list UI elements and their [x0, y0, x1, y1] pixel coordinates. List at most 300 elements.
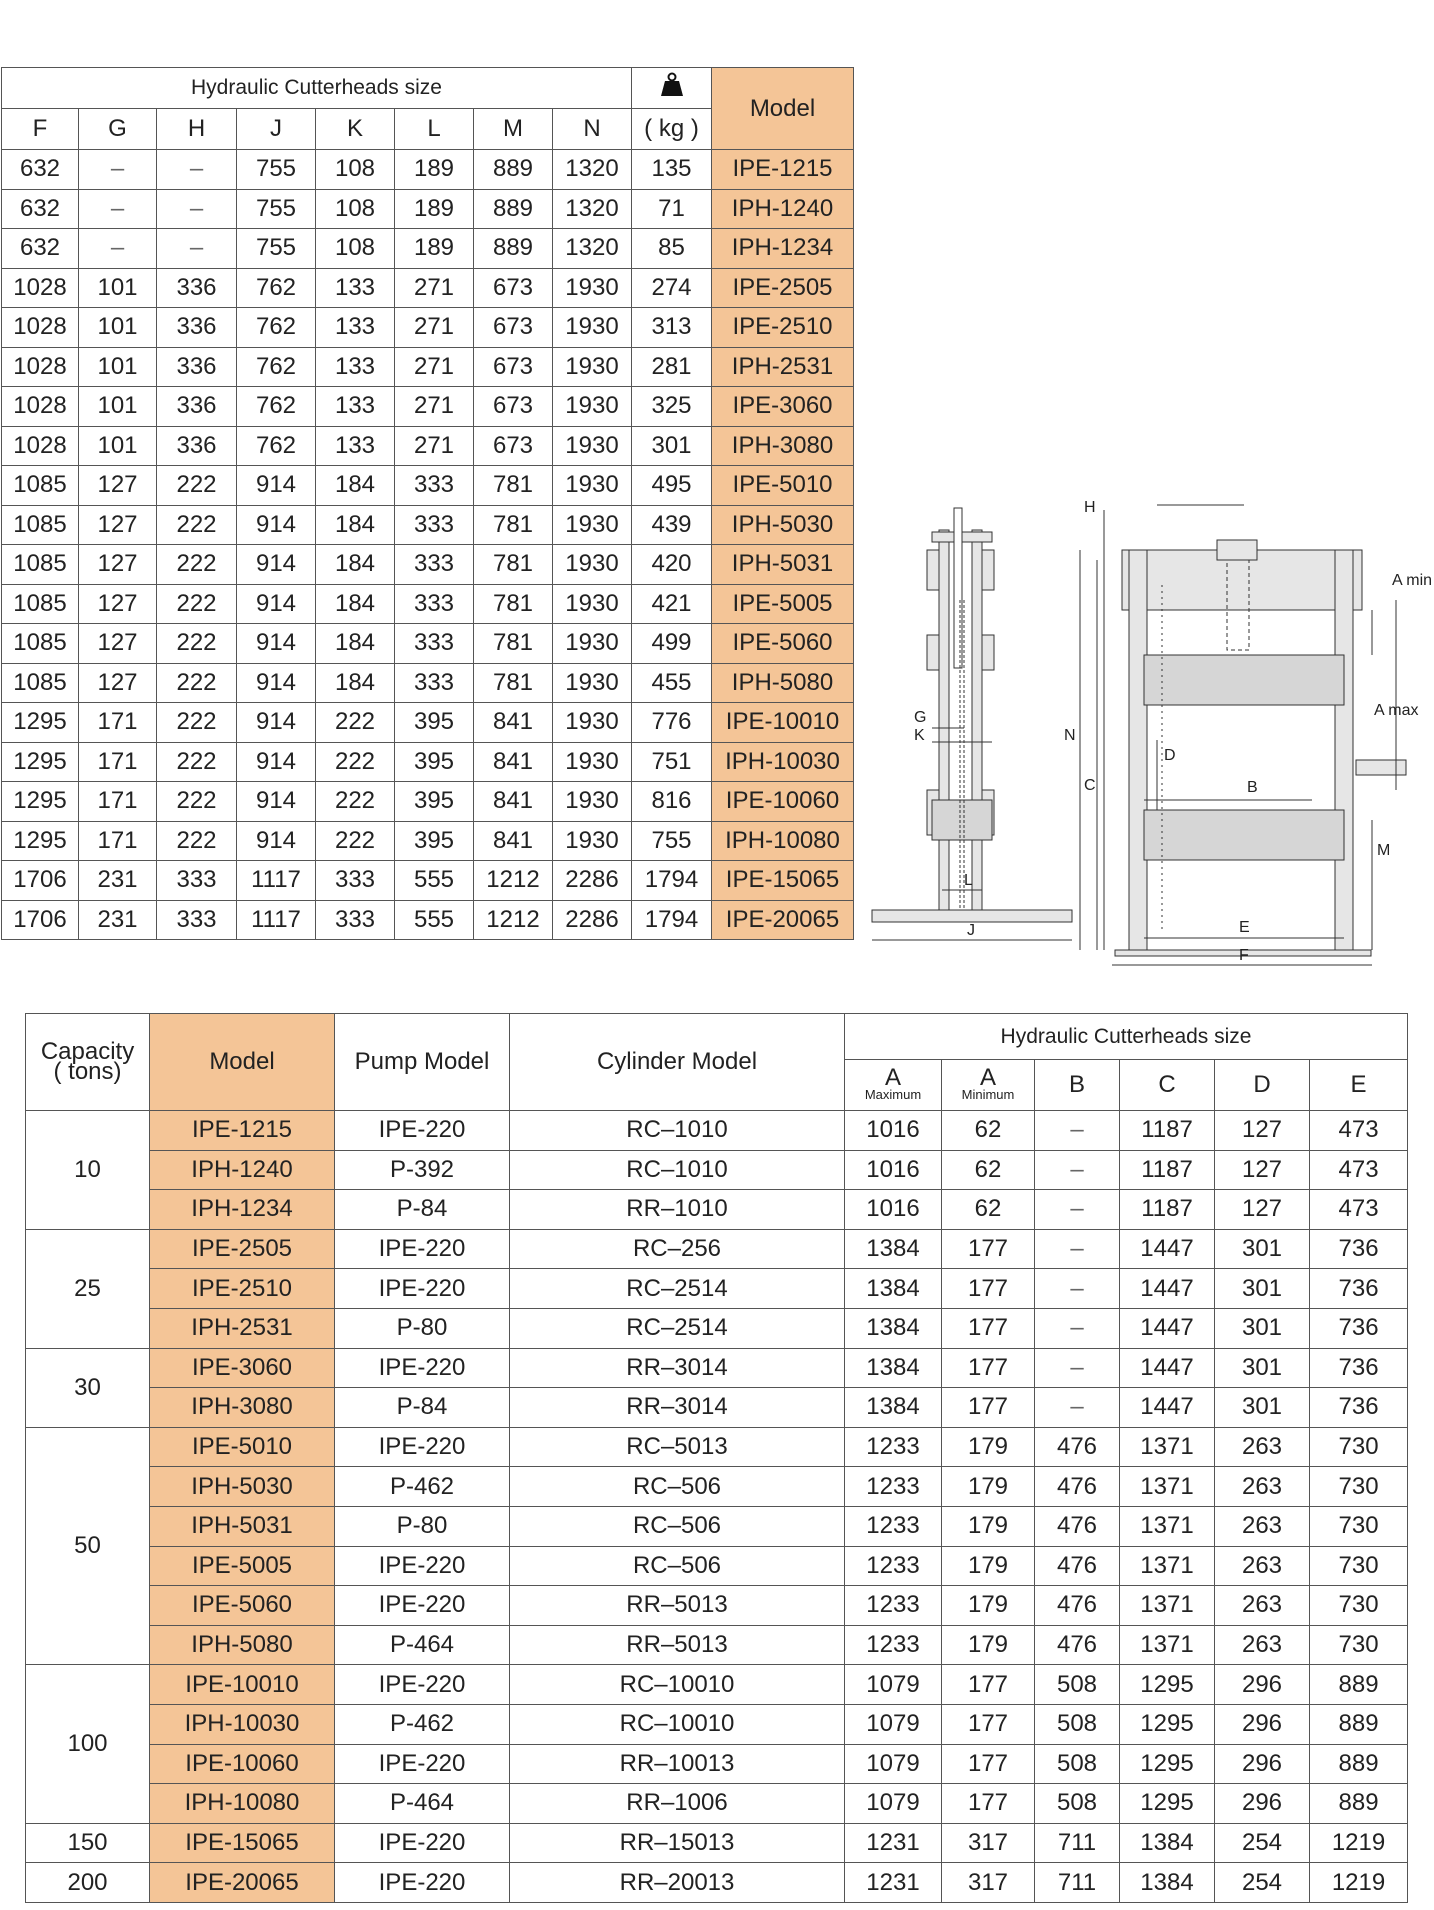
table-cell: 1233 — [845, 1506, 942, 1546]
table-cell: 1930 — [553, 347, 632, 387]
table-cell: RC–256 — [510, 1229, 845, 1269]
table-cell: 730 — [1310, 1586, 1408, 1626]
model-cell: IPE-3060 — [150, 1348, 335, 1388]
table-cell: 889 — [474, 229, 553, 269]
table-cell: IPE-220 — [335, 1111, 510, 1151]
table-cell: 127 — [79, 584, 157, 624]
table-cell: 1233 — [845, 1546, 942, 1586]
capacity-cell: 30 — [26, 1348, 150, 1427]
table-cell: 184 — [316, 545, 395, 585]
model-cell: IPE-1215 — [150, 1111, 335, 1151]
table-cell: RR–1006 — [510, 1784, 845, 1824]
table-cell: 325 — [632, 387, 712, 427]
table-cell: 189 — [395, 229, 474, 269]
col-header-k: K — [316, 109, 395, 150]
table-row — [2, 505, 854, 545]
table-cell: 336 — [157, 268, 237, 308]
dimensions-table — [1, 67, 854, 940]
table-cell: 1930 — [553, 545, 632, 585]
front-view — [1080, 505, 1406, 965]
model-cell: IPE-1215 — [712, 150, 854, 190]
table-cell: 1447 — [1120, 1348, 1215, 1388]
table-row — [26, 1348, 1408, 1388]
table-cell: 1187 — [1120, 1150, 1215, 1190]
table-row — [2, 189, 854, 229]
col-header-n: N — [553, 109, 632, 150]
label-g: G — [914, 709, 927, 726]
table-cell: 673 — [474, 308, 553, 348]
table-cell: 1212 — [474, 900, 553, 940]
table-cell: 1930 — [553, 268, 632, 308]
table-cell: 222 — [316, 782, 395, 822]
table-cell: 889 — [1310, 1665, 1408, 1705]
table-cell: 476 — [1035, 1467, 1120, 1507]
table-cell: 133 — [316, 347, 395, 387]
table-cell: 62 — [942, 1190, 1035, 1230]
table-cell: 495 — [632, 466, 712, 506]
table-cell: 271 — [395, 426, 474, 466]
table-cell: 736 — [1310, 1308, 1408, 1348]
table-row — [2, 466, 854, 506]
table-cell: 317 — [942, 1863, 1035, 1903]
table-cell: 179 — [942, 1586, 1035, 1626]
weight-unit: ( kg ) — [632, 109, 712, 150]
model-cell: IPE-2505 — [712, 268, 854, 308]
table-cell: 1794 — [632, 900, 712, 940]
table-cell: 1447 — [1120, 1388, 1215, 1428]
table-cell: 673 — [474, 347, 553, 387]
capacity-cell: 200 — [26, 1863, 150, 1903]
table-cell: 762 — [237, 426, 316, 466]
model-cell: IPH-10080 — [150, 1784, 335, 1824]
table-cell: 914 — [237, 663, 316, 703]
table-cell: 301 — [632, 426, 712, 466]
table-cell: 296 — [1215, 1744, 1310, 1784]
model-cell: IPH-5031 — [150, 1506, 335, 1546]
table-cell: 1085 — [2, 624, 79, 664]
table-cell: IPE-220 — [335, 1863, 510, 1903]
table-cell: 62 — [942, 1111, 1035, 1151]
model-cell: IPE-10010 — [150, 1665, 335, 1705]
table-cell: 189 — [395, 189, 474, 229]
table-cell: 736 — [1310, 1348, 1408, 1388]
table-cell: P-462 — [335, 1704, 510, 1744]
label-a-max: A max — [1374, 702, 1419, 719]
table-cell: – — [1035, 1229, 1120, 1269]
table-cell: 179 — [942, 1625, 1035, 1665]
table-cell: 1295 — [2, 703, 79, 743]
table-cell: 1930 — [553, 505, 632, 545]
table-cell: 71 — [632, 189, 712, 229]
model-cell: IPH-10030 — [150, 1704, 335, 1744]
table-cell: – — [1035, 1269, 1120, 1309]
table-cell: 108 — [316, 150, 395, 190]
capacity-cell: 50 — [26, 1427, 150, 1665]
table-cell: 1028 — [2, 308, 79, 348]
table-cell: 1085 — [2, 545, 79, 585]
model-cell: IPE-2510 — [712, 308, 854, 348]
table-cell: 179 — [942, 1506, 1035, 1546]
table-row — [2, 347, 854, 387]
table-row — [26, 1823, 1408, 1863]
group-header: Hydraulic Cutterheads size — [2, 68, 632, 109]
table-cell: RC–506 — [510, 1506, 845, 1546]
table-cell: 85 — [632, 229, 712, 269]
model-cell: IPE-15065 — [150, 1823, 335, 1863]
table-cell: 177 — [942, 1665, 1035, 1705]
table-cell: 914 — [237, 742, 316, 782]
table-cell: 508 — [1035, 1704, 1120, 1744]
table-cell: 1295 — [2, 742, 79, 782]
table-cell: 263 — [1215, 1427, 1310, 1467]
label-l: L — [964, 872, 973, 889]
model-cell: IPE-15065 — [712, 861, 854, 901]
table-cell: – — [79, 189, 157, 229]
table-cell: – — [157, 150, 237, 190]
table-cell: 271 — [395, 387, 474, 427]
table-cell: 135 — [632, 150, 712, 190]
model-cell: IPE-10060 — [150, 1744, 335, 1784]
table-cell: 179 — [942, 1467, 1035, 1507]
table-cell: 1016 — [845, 1150, 942, 1190]
capacity-cell: 100 — [26, 1665, 150, 1823]
table-cell: 914 — [237, 545, 316, 585]
table-row — [26, 1150, 1408, 1190]
table-cell: P-462 — [335, 1467, 510, 1507]
table-cell: 889 — [1310, 1784, 1408, 1824]
col-header-h: H — [157, 109, 237, 150]
table-cell: 1117 — [237, 900, 316, 940]
table-row — [2, 545, 854, 585]
table-cell: 1016 — [845, 1190, 942, 1230]
table-cell: 1930 — [553, 821, 632, 861]
table-cell: IPE-220 — [335, 1427, 510, 1467]
table-cell: 177 — [942, 1388, 1035, 1428]
model-cell: IPE-2510 — [150, 1269, 335, 1309]
table-cell: 171 — [79, 742, 157, 782]
table-cell: 1930 — [553, 703, 632, 743]
table-cell: 1187 — [1120, 1190, 1215, 1230]
model-header: Model — [712, 68, 854, 150]
table-cell: 473 — [1310, 1111, 1408, 1151]
table-cell: 1028 — [2, 387, 79, 427]
table-cell: 133 — [316, 426, 395, 466]
model-cell: IPH-2531 — [150, 1308, 335, 1348]
table-row — [26, 1625, 1408, 1665]
table-cell: – — [1035, 1150, 1120, 1190]
model-cell: IPE-5005 — [150, 1546, 335, 1586]
model-cell: IPH-1234 — [150, 1190, 335, 1230]
table-cell: 296 — [1215, 1784, 1310, 1824]
label-b: B — [1247, 779, 1258, 796]
table-cell: 222 — [157, 466, 237, 506]
table-row — [2, 229, 854, 269]
label-k: K — [914, 727, 925, 744]
table-cell: 1371 — [1120, 1586, 1215, 1626]
table-cell: 1384 — [845, 1348, 942, 1388]
table-cell: 1028 — [2, 268, 79, 308]
table-cell: 736 — [1310, 1229, 1408, 1269]
table-cell: 179 — [942, 1427, 1035, 1467]
table-cell: 751 — [632, 742, 712, 782]
table-cell: 841 — [474, 742, 553, 782]
table-cell: – — [1035, 1388, 1120, 1428]
table-cell: RC–2514 — [510, 1269, 845, 1309]
model-cell: IPE-3060 — [712, 387, 854, 427]
table-cell: 101 — [79, 308, 157, 348]
d-header: D — [1215, 1060, 1310, 1111]
table-cell: 127 — [79, 545, 157, 585]
table-cell: RR–3014 — [510, 1388, 845, 1428]
weight-header — [632, 68, 712, 109]
table-cell: 1371 — [1120, 1467, 1215, 1507]
table-row — [2, 387, 854, 427]
a-min-header — [942, 1060, 1035, 1111]
table-cell: 263 — [1215, 1586, 1310, 1626]
table-cell: P-392 — [335, 1150, 510, 1190]
table-cell: 499 — [632, 624, 712, 664]
table-cell: 1930 — [553, 584, 632, 624]
table-row — [26, 1506, 1408, 1546]
table-cell: 333 — [395, 663, 474, 703]
table-cell: 222 — [157, 703, 237, 743]
table-row — [26, 1269, 1408, 1309]
table-cell: 755 — [632, 821, 712, 861]
table-cell: RR–15013 — [510, 1823, 845, 1863]
table-cell: 127 — [79, 505, 157, 545]
table-cell: 101 — [79, 426, 157, 466]
table-cell: 730 — [1310, 1467, 1408, 1507]
table-cell: 1231 — [845, 1823, 942, 1863]
table-row — [26, 1704, 1408, 1744]
weight-icon — [659, 72, 685, 98]
table-cell: 127 — [79, 624, 157, 664]
table-row — [2, 426, 854, 466]
table-cell: 1930 — [553, 742, 632, 782]
table-cell: 271 — [395, 268, 474, 308]
capacity-table — [25, 1013, 1408, 1903]
model-cell: IPH-3080 — [150, 1388, 335, 1428]
table-cell: 301 — [1215, 1229, 1310, 1269]
table-cell: RR–5013 — [510, 1586, 845, 1626]
table-cell: 177 — [942, 1348, 1035, 1388]
table-cell: 336 — [157, 347, 237, 387]
table-cell: 231 — [79, 900, 157, 940]
table-cell: 776 — [632, 703, 712, 743]
table-row — [26, 1586, 1408, 1626]
model-cell: IPH-5030 — [712, 505, 854, 545]
table-cell: 439 — [632, 505, 712, 545]
a-max-sub: Maximum — [864, 1087, 922, 1102]
table-cell: 508 — [1035, 1744, 1120, 1784]
table-cell: 1384 — [845, 1388, 942, 1428]
table-cell: 301 — [1215, 1348, 1310, 1388]
model-cell: IPH-10030 — [712, 742, 854, 782]
table-cell: IPE-220 — [335, 1744, 510, 1784]
table-cell: 841 — [474, 782, 553, 822]
table-cell: 730 — [1310, 1625, 1408, 1665]
table-cell: 1447 — [1120, 1229, 1215, 1269]
table-cell: 755 — [237, 229, 316, 269]
table-cell: RC–5013 — [510, 1427, 845, 1467]
label-a-min: A min — [1392, 572, 1433, 589]
table-cell: 889 — [1310, 1744, 1408, 1784]
model-cell: IPE-2505 — [150, 1229, 335, 1269]
table-cell: 1295 — [2, 782, 79, 822]
table-cell: 755 — [237, 189, 316, 229]
table-cell: 1794 — [632, 861, 712, 901]
table-cell: 914 — [237, 782, 316, 822]
table-cell: 296 — [1215, 1665, 1310, 1705]
b-header: B — [1035, 1060, 1120, 1111]
table-cell: P-464 — [335, 1784, 510, 1824]
table-cell: 476 — [1035, 1506, 1120, 1546]
table-cell: 1233 — [845, 1586, 942, 1626]
table-cell: 101 — [79, 347, 157, 387]
table-cell: 274 — [632, 268, 712, 308]
table-cell: 333 — [157, 900, 237, 940]
table-cell: 1320 — [553, 189, 632, 229]
table-cell: 1079 — [845, 1665, 942, 1705]
table-cell: 222 — [316, 821, 395, 861]
table-cell: 333 — [157, 861, 237, 901]
table-cell: 1117 — [237, 861, 316, 901]
table-row — [26, 1111, 1408, 1151]
table-cell: 263 — [1215, 1467, 1310, 1507]
table-cell: 179 — [942, 1546, 1035, 1586]
capacity-cell: 25 — [26, 1229, 150, 1348]
table-cell: 1384 — [1120, 1823, 1215, 1863]
table-row — [26, 1863, 1408, 1903]
table-cell: 508 — [1035, 1665, 1120, 1705]
table-cell: 1016 — [845, 1111, 942, 1151]
capacity-cell: 10 — [26, 1111, 150, 1230]
table-cell: 781 — [474, 466, 553, 506]
table-cell: – — [1035, 1308, 1120, 1348]
c-header: C — [1120, 1060, 1215, 1111]
model-cell: IPE-20065 — [712, 900, 854, 940]
table-cell: 177 — [942, 1269, 1035, 1309]
a-min-sub: Minimum — [961, 1087, 1015, 1102]
col-header-m: M — [474, 109, 553, 150]
table-cell: 395 — [395, 742, 474, 782]
table-cell: RC–506 — [510, 1546, 845, 1586]
table-cell: – — [79, 150, 157, 190]
table-cell: 1233 — [845, 1625, 942, 1665]
table-cell: 62 — [942, 1150, 1035, 1190]
table-cell: 711 — [1035, 1823, 1120, 1863]
table-cell: 1085 — [2, 505, 79, 545]
table-cell: 762 — [237, 268, 316, 308]
table-cell: 889 — [474, 150, 553, 190]
table-cell: 301 — [1215, 1388, 1310, 1428]
table-cell: RR–3014 — [510, 1348, 845, 1388]
table-cell: 1187 — [1120, 1111, 1215, 1151]
table-cell: RC–2514 — [510, 1308, 845, 1348]
table-cell: 133 — [316, 268, 395, 308]
table-cell: 222 — [157, 624, 237, 664]
table-row — [26, 1229, 1408, 1269]
table-cell: 781 — [474, 545, 553, 585]
table-cell: 1930 — [553, 782, 632, 822]
table-cell: 184 — [316, 663, 395, 703]
table-row — [2, 308, 854, 348]
table-cell: 1371 — [1120, 1546, 1215, 1586]
table-cell: 1706 — [2, 861, 79, 901]
table-cell: 254 — [1215, 1823, 1310, 1863]
table-cell: 889 — [1310, 1704, 1408, 1744]
table-cell: IPE-220 — [335, 1665, 510, 1705]
table-cell: 184 — [316, 584, 395, 624]
table-cell: 1706 — [2, 900, 79, 940]
table-cell: P-464 — [335, 1625, 510, 1665]
press-diagram — [872, 490, 1434, 964]
table-cell: 333 — [316, 861, 395, 901]
capacity-cell: 150 — [26, 1823, 150, 1863]
cylinder-header: Cylinder Model — [510, 1014, 845, 1111]
table-cell: 673 — [474, 387, 553, 427]
table-cell: 222 — [157, 821, 237, 861]
table-cell: 171 — [79, 782, 157, 822]
table-cell: 736 — [1310, 1388, 1408, 1428]
table-cell: 816 — [632, 782, 712, 822]
table-cell: 1930 — [553, 663, 632, 703]
table-cell: 476 — [1035, 1625, 1120, 1665]
model-cell: IPE-10060 — [712, 782, 854, 822]
table-cell: – — [1035, 1111, 1120, 1151]
table-cell: 1320 — [553, 150, 632, 190]
table-cell: 1085 — [2, 466, 79, 506]
table-cell: 222 — [157, 663, 237, 703]
table-cell: 333 — [395, 466, 474, 506]
model-cell: IPH-1234 — [712, 229, 854, 269]
capacity-unit: ( tons) — [53, 1058, 122, 1085]
table-cell: 455 — [632, 663, 712, 703]
label-e: E — [1239, 919, 1250, 936]
model-cell: IPH-5080 — [712, 663, 854, 703]
table-cell: 1295 — [1120, 1704, 1215, 1744]
table-cell: 736 — [1310, 1269, 1408, 1309]
table-cell: 1295 — [1120, 1744, 1215, 1784]
table-cell: 127 — [79, 466, 157, 506]
table-row — [2, 782, 854, 822]
table-cell: 127 — [1215, 1111, 1310, 1151]
table-row — [26, 1744, 1408, 1784]
model-cell: IPH-5031 — [712, 545, 854, 585]
table-cell: 476 — [1035, 1586, 1120, 1626]
table-cell: 1231 — [845, 1863, 942, 1903]
table-cell: 336 — [157, 308, 237, 348]
table-cell: RC–1010 — [510, 1150, 845, 1190]
model-cell: IPE-5005 — [712, 584, 854, 624]
table-cell: 177 — [942, 1308, 1035, 1348]
table-cell: 263 — [1215, 1546, 1310, 1586]
table-cell: 1930 — [553, 466, 632, 506]
table-cell: 313 — [632, 308, 712, 348]
table-cell: 755 — [237, 150, 316, 190]
table-cell: 395 — [395, 703, 474, 743]
table-cell: 841 — [474, 821, 553, 861]
table-cell: 177 — [942, 1784, 1035, 1824]
table-cell: 1295 — [1120, 1665, 1215, 1705]
table-cell: 914 — [237, 505, 316, 545]
table-row — [2, 861, 854, 901]
table-cell: 914 — [237, 624, 316, 664]
a-max-header — [845, 1060, 942, 1111]
table-row — [26, 1190, 1408, 1230]
table-row — [2, 821, 854, 861]
table-cell: 1447 — [1120, 1308, 1215, 1348]
